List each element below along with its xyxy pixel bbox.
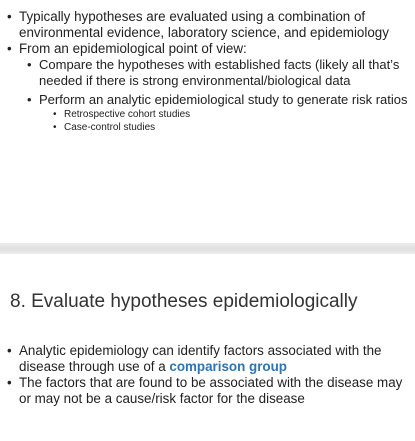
bullet-item (0, 343, 412, 375)
bullet-item: • The factors that are found to be associated with the disease may or may not be a cause/risk factor for the disease (0, 375, 412, 407)
bullet-item: • From an epidemiological point of view: (0, 41, 412, 57)
top-bullet-list (0, 9, 412, 134)
slide-title: 8. Evaluate hypotheses epidemiologically (10, 291, 358, 312)
highlighted-term: comparison group (169, 359, 287, 374)
sub-bullet-item: • Perform an analytic epidemiological study to generate risk ratios (0, 92, 412, 108)
bottom-bullet-list (0, 343, 412, 407)
sub-sub-bullet-item: • Retrospective cohort studies (0, 108, 412, 121)
slide-bottom (0, 254, 415, 441)
sub-sub-bullet-item: • Case-control studies (0, 121, 412, 134)
bullet-text: Analytic epidemiology can identify factors associated with the disease through use of a (19, 343, 382, 374)
sub-bullet-item: • Compare the hypotheses with established facts (likely all that’s needed if there is strong environmental/biological data (0, 57, 412, 89)
slide-divider (0, 243, 415, 254)
bullet-item: • Typically hypotheses are evaluated using a combination of environmental evidence, laboratory science, and epidemiology (0, 9, 412, 41)
